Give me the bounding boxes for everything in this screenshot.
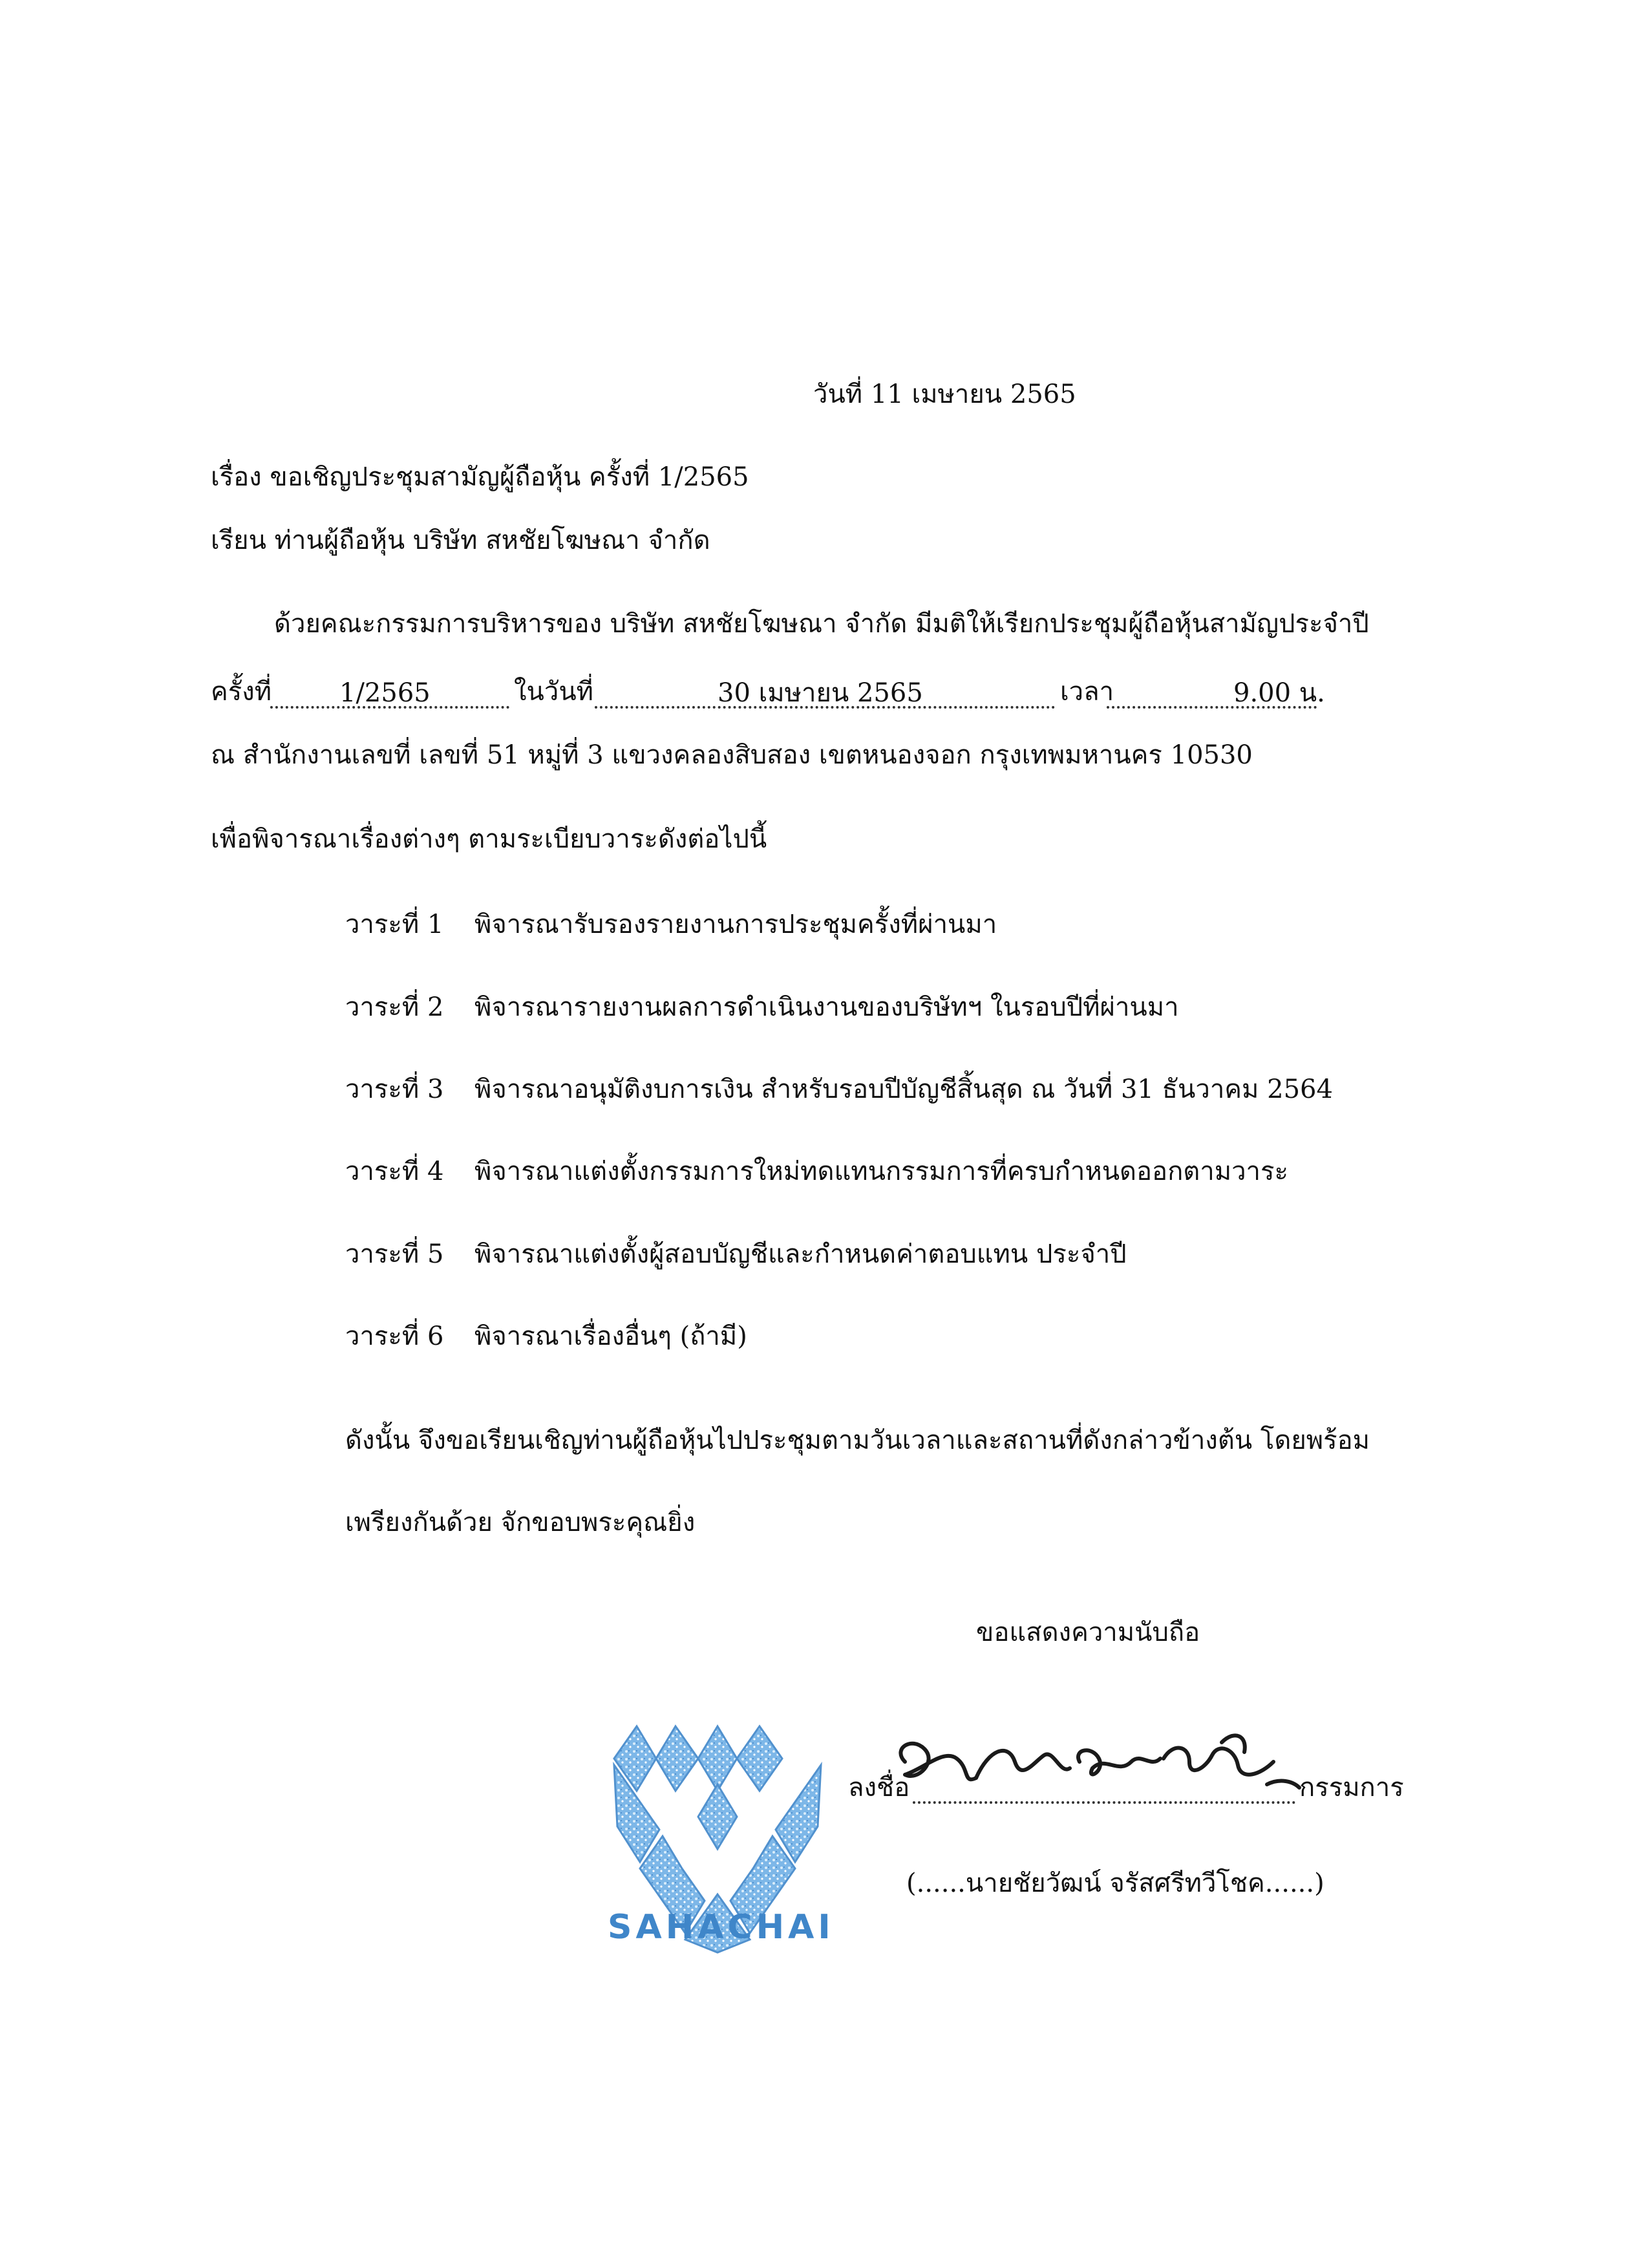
intro-paragraph: ด้วยคณะกรรมการบริหารของ บริษัท สหชัยโฆษณา จำกัด มีมติให้เรียกประชุมผู้ถือหุ้นสามัญประจำปี [274,609,1369,639]
agenda-item [345,1323,747,1349]
date-value: 30 เมษายน 2565 [718,678,923,708]
closing-line-1: ดังนั้น จึงขอเรียนเชิญท่านผู้ถือหุ้นไปประชุมตามวันเวลาและสถานที่ดังกล่าวข้างต้น โดยพร้อม [345,1426,1370,1455]
agenda-text: พิจารณาแต่งตั้งกรรมการใหม่ทดแทนกรรมการที่ครบกำหนดออกตามวาระ [474,1157,1288,1186]
round-value: 1/2565 [339,678,431,708]
agenda-text: พิจารณาเรื่องอื่นๆ (ถ้ามี) [474,1321,747,1351]
date-label: ในวันที่ [514,677,594,707]
agenda-text: พิจารณารายงานผลการดำเนินงานของบริษัทฯ ในรอบปีที่ผ่านมา [474,992,1179,1022]
agenda-item [345,1076,1333,1102]
seal-text: SAHACHAI [608,1908,835,1947]
closing-line-2: เพรียงกันด้วย จักขอบพระคุณยิ่ง [345,1508,696,1537]
agenda-number: วาระที่ 3 [345,1075,444,1104]
agenda-text: พิจารณาอนุมัติงบการเงิน สำหรับรอบปีบัญชีสิ้นสุด ณ วันที่ 31 ธันวาคม 2564 [474,1075,1333,1104]
agenda-number: วาระที่ 5 [345,1239,444,1269]
agenda-text: พิจารณาแต่งตั้งผู้สอบบัญชีและกำหนดค่าตอบแทน ประจำปี [474,1239,1127,1269]
round-label: ครั้งที่ [211,677,272,707]
sign-label: ลงชื่อ [848,1773,910,1803]
sign-role: กรรมการ [1299,1773,1404,1803]
agenda-text: พิจารณารับรองรายงานการประชุมครั้งที่ผ่านมา [474,910,997,939]
agenda-intro: เพื่อพิจารณาเรื่องต่างๆ ตามระเบียบวาระดังต่อไปนี้ [211,824,767,854]
letter-recipient: เรียน ท่านผู้ถือหุ้น บริษัท สหชัยโฆษณา จำกัด [211,526,710,555]
agenda-number: วาระที่ 2 [345,992,444,1022]
handwritten-signature-icon [886,1723,1306,1801]
letter-subject: เรื่อง ขอเชิญประชุมสามัญผู้ถือหุ้น ครั้งที่ 1/2565 [211,462,749,492]
agenda-item [345,912,997,937]
signatory-name: (......นายชัยวัฒน์ จรัสศรีทวีโชค......) [906,1868,1325,1898]
time-value: 9.00 น. [1233,678,1325,708]
agenda-item [345,1241,1127,1267]
agenda-number: วาระที่ 6 [345,1321,444,1351]
meeting-location: ณ สำนักงานเลขที่ เลขที่ 51 หมู่ที่ 3 แขวงคลองสิบสอง เขตหนองจอก กรุงเทพมหานคร 10530 [211,740,1253,770]
agenda-item [345,1159,1288,1184]
letter-date: วันที่ 11 เมษายน 2565 [813,380,1076,409]
agenda-number: วาระที่ 4 [345,1157,444,1186]
signature-dotted-line [913,1801,1295,1804]
regards: ขอแสดงความนับถือ [976,1618,1200,1647]
agenda-number: วาระที่ 1 [345,910,444,939]
time-label: เวลา [1060,677,1114,707]
agenda-item [345,994,1179,1020]
